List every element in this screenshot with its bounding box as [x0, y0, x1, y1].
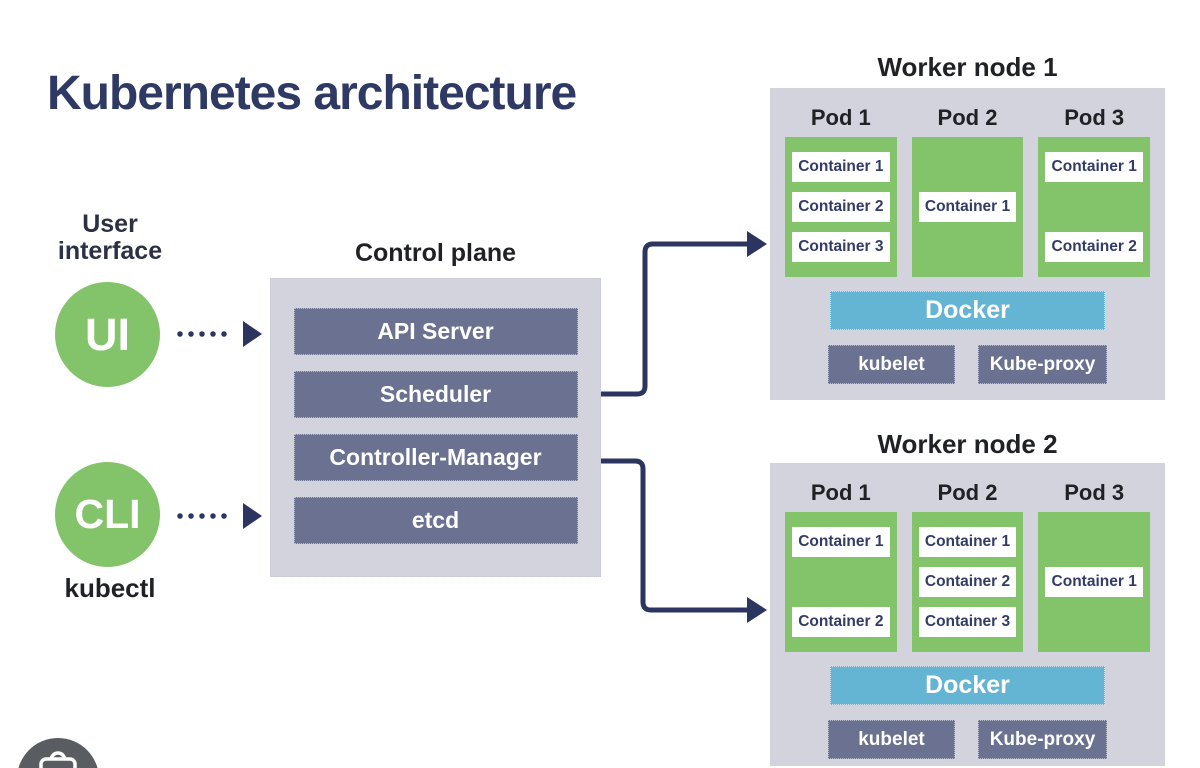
ui-circle-label: UI	[85, 308, 130, 360]
container-chip: Container 2	[919, 567, 1017, 597]
worker1-arrowhead-icon	[747, 231, 767, 257]
container-chip: Container 3	[792, 232, 890, 262]
pod-label: Pod 1	[810, 480, 871, 505]
user-interface-label	[35, 211, 185, 265]
page-title: Kubernetes architecture	[47, 67, 577, 120]
etcd-box: etcd	[294, 497, 578, 544]
container-chip: Container 1	[792, 527, 890, 557]
pod-label: Pod 2	[937, 105, 998, 130]
worker-node-1-title: Worker node 1	[877, 52, 1058, 82]
control-plane-box	[270, 278, 601, 577]
pod-box	[912, 512, 1024, 652]
cli-arrowhead-icon	[243, 503, 262, 529]
docker-bar: Docker	[830, 666, 1105, 705]
worker2-arrowhead-icon	[747, 597, 767, 623]
user-interface-label-line1: User	[82, 210, 138, 238]
cli-circle	[55, 462, 160, 567]
kubectl-label: kubectl	[64, 573, 156, 603]
container-chip: Container 1	[919, 192, 1017, 222]
docker-bar: Docker	[830, 291, 1105, 330]
pod-box	[1038, 512, 1150, 652]
camera-icon	[38, 751, 78, 768]
pod-label: Pod 2	[937, 480, 998, 505]
worker-node-2-pods-row	[785, 512, 1150, 652]
pod-label: Pod 1	[810, 105, 871, 130]
pod-label: Pod 3	[1064, 480, 1125, 505]
container-chip: Container 1	[919, 527, 1017, 557]
controller-to-worker2-arrow-line	[601, 461, 749, 610]
worker-node-2-box	[770, 463, 1165, 766]
user-interface-label-line2: interface	[57, 237, 163, 265]
kubelet-box: kubelet	[828, 720, 955, 759]
container-chip: Container 2	[792, 192, 890, 222]
worker-node-1-pod-labels	[785, 105, 1150, 131]
ui-arrowhead-icon	[243, 321, 262, 347]
pod-label: Pod 3	[1064, 105, 1125, 130]
kube-proxy-box: Kube-proxy	[978, 720, 1107, 759]
pod-box	[1038, 137, 1150, 277]
worker-node-1-box	[770, 88, 1165, 400]
container-chip: Container 2	[792, 607, 890, 637]
worker-node-1-services	[785, 345, 1150, 384]
scheduler-to-worker1-arrow-line	[601, 244, 749, 394]
worker-node-2-pod-labels	[785, 480, 1150, 506]
control-plane-title: Control plane	[354, 239, 517, 267]
cli-circle-label: CLI	[74, 491, 141, 537]
worker-node-2-services	[785, 720, 1150, 759]
container-chip: Container 1	[792, 152, 890, 182]
container-chip: Container 3	[919, 607, 1017, 637]
pod-box	[785, 512, 897, 652]
kubelet-box: kubelet	[828, 345, 955, 384]
container-chip: Container 1	[1045, 567, 1143, 597]
worker-node-2-title: Worker node 2	[877, 429, 1058, 459]
ui-circle	[55, 282, 160, 387]
worker-node-1-pods-row	[785, 137, 1150, 277]
container-chip: Container 1	[1045, 152, 1143, 182]
container-chip: Container 2	[1045, 232, 1143, 262]
pod-box	[785, 137, 897, 277]
kube-proxy-box: Kube-proxy	[978, 345, 1107, 384]
scheduler-box: Scheduler	[294, 371, 578, 418]
controller-manager-box: Controller-Manager	[294, 434, 578, 481]
lens-button[interactable]	[17, 738, 99, 768]
api-server-box: API Server	[294, 308, 578, 355]
pod-box	[912, 137, 1024, 277]
